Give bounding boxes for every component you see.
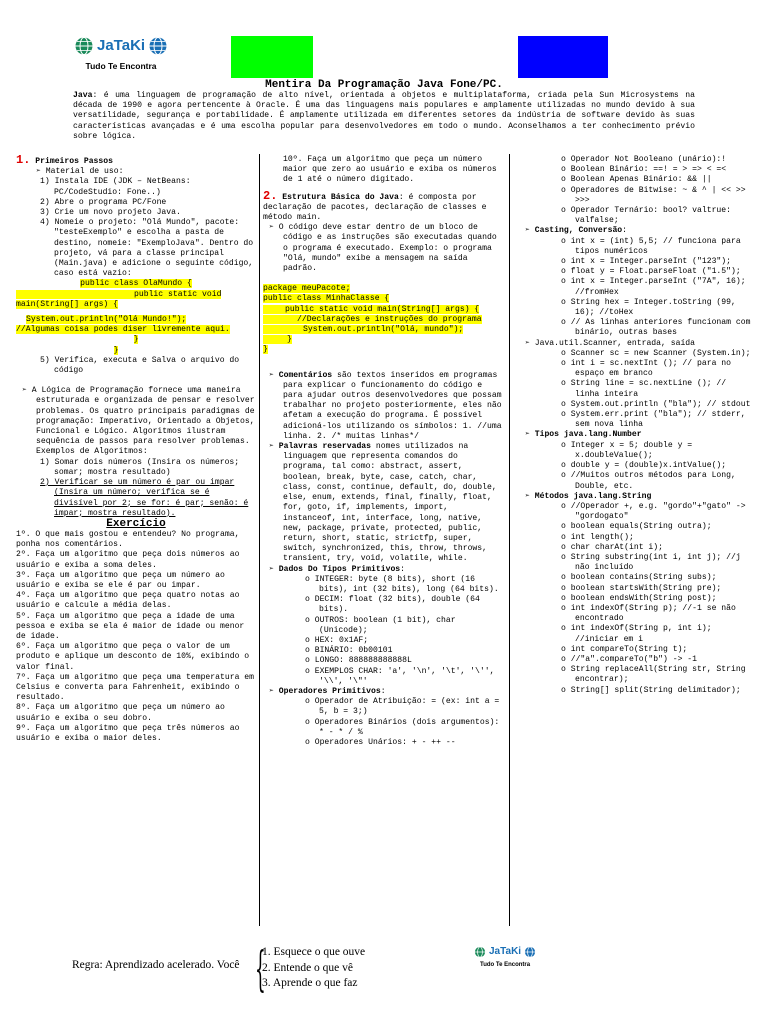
operator-item: o Operadores Binários (dois argumentos): * - * / % — [305, 717, 500, 737]
column-divider — [509, 154, 510, 926]
operator-item: o Operador Not Booleano (unário):! — [561, 155, 727, 164]
casting-item: o int x = (int) 5,5; // funciona para tipos numéricos — [561, 236, 741, 256]
brand-name: JaTaKi — [97, 36, 146, 54]
scanner-item: o String line = sc.nextLine (); // linha inteira — [561, 379, 727, 399]
scanner-item: o Scanner sc = new Scanner (System.in); — [561, 348, 751, 358]
string-item: o char charAt(int i); — [561, 542, 664, 552]
comments-paragraph: ➢ Comentários são textos inseridos em programas para explicar o funcionamento do código e para ajudar outros desenvolvedores que possam trabalhar no projeto posteriormente, eles não afetam a execução do programa. É possível adicioná-los utilizando os símbolos: 1. //uma linha. 2. /* muitas linhas*/ — [269, 370, 502, 441]
green-block — [231, 36, 313, 78]
string-item: o int indexOf(String p, int i); //iniciar em i — [561, 624, 712, 644]
exercise-item: 10º. Faça um algoritmo que peça um número maior que zero ao usuário e exiba os números de 1 até o número digitado. — [283, 155, 497, 185]
number-item: o double y = (double)x.intValue(); — [561, 461, 727, 471]
casting-item: o int x = Integer.parseInt ("7A", 16); //fromHex — [561, 277, 746, 297]
step-item: 2) Abre o programa PC/Fone — [40, 197, 167, 207]
intro-paragraph: Java: é uma linguagem de programação de alto nível, orientada a objetos e multiplataforma, criada pela Sun Microsystems na década de 1990 e agora pertencente à Oracle. É uma das linguagens mais populares e amplamente utilizadas no mundo devido à sua versatilidade, segurança e portabilidade. É amplamente utilizada em diferentes setores da indústria de software devido às suas características avançadas e é uma escolha popular para desenvolvedores em todo o mundo. Aconselhamos a ter conhecimento prévio sobre lógica. — [73, 91, 695, 141]
code-line: } — [263, 345, 268, 355]
casting-item: o // As linhas anteriores funcionam com binário, outras bases — [561, 318, 751, 338]
brand-logo-footer — [474, 946, 536, 970]
string-item: o String replaceAll(String str, String encontrar); — [561, 665, 746, 685]
operators-heading: ➢ Operadores Primitivos: — [269, 686, 386, 696]
code-line: System.out.println("Olá Mundo!"); — [26, 315, 187, 325]
scanner-item: o int i = sc.nextInt (); // para no espaço em branco — [561, 359, 732, 379]
primitive-types-heading: ➢ Dados Do Tipos Primitivos: — [269, 564, 406, 574]
rule-item: 1. Esquece o que ouve — [262, 946, 366, 958]
string-heading: ➢ Métodos java.lang.String — [525, 491, 652, 501]
casting-item: o float y = Float.parseFloat ("1.5"); — [561, 267, 741, 277]
scanner-heading: ➢ Java.util.Scanner, entrada, saída — [525, 338, 696, 348]
code-line: package meuPacote; — [263, 284, 351, 294]
code-line: public class OlaMundo { — [80, 279, 192, 289]
exercise-item: 6º. Faça um algoritmo que peça o valor de um produto e aplique um desconto de 10%, exibindo o valor final. — [16, 642, 250, 672]
rule-label: Regra: Aprendizado acelerado. Você — [72, 959, 240, 971]
column-3 — [519, 155, 753, 925]
reserved-words-paragraph: ➢ Palavras reservadas nomes utilizados na linguagem que representa comandos do programa, tal como: abstract, assert, boolean, break, byte, case, catch, char, class, const, continue, default, do, double, else, enum, extends, final, finally, float, for, goto, if, implements, import, instanceof, int, interface, long, native, new, package, private, protected, public, return, short, static, strictfp, super, switch, synchronized, this, throw, throws, transient, try, void, volatile, while. — [269, 442, 497, 564]
operator-item: o Boolean Apenas Binário: && || — [561, 175, 712, 185]
primitive-type-item: o OUTROS: boolean (1 bit), char (Unicode); — [305, 615, 456, 635]
rule-item: 3. Aprende o que faz — [262, 977, 358, 989]
blue-block — [518, 36, 608, 78]
string-item: o int length(); — [561, 532, 634, 542]
section-2-heading: 2. Estrutura Básica do Java: é composta por declaração de pacotes, declaração de classes e método main. — [263, 188, 487, 223]
rule-brace: { — [255, 941, 266, 997]
code-line: public class MinhaClasse { — [263, 294, 390, 304]
primitive-type-item: o LONGO: 888888888888L — [305, 656, 412, 666]
number-item: o Integer x = 5; double y = x.doubleValue(); — [561, 440, 693, 460]
rule-list — [262, 945, 365, 992]
globe-icon — [474, 946, 486, 958]
primitive-type-item: o INTEGER: byte (8 bits), short (16 bits), int (32 bits), long (64 bits). — [305, 574, 499, 594]
code-line: } — [113, 345, 119, 355]
code-line: //Declarações e instruções do programa — [263, 315, 482, 324]
string-item: o String substring(int i, int j); //j não incluído — [561, 552, 741, 573]
operator-item: o Operador de Atribuição: = (ex: int a = 5, b = 3;) — [305, 697, 500, 717]
code-line: System.out.println("Olá, mundo"); — [263, 325, 463, 334]
brand-logo — [74, 36, 168, 71]
string-item: o int indexOf(String p); //-1 se não encontrado — [561, 603, 736, 624]
casting-heading: ➢ Casting, Conversão: — [525, 226, 628, 236]
string-item: o //"a".compareTo("b") -> -1 — [561, 654, 698, 664]
globe-icon — [74, 36, 94, 56]
scanner-item: o System.out.println ("bla"); // stdout — [561, 399, 751, 409]
page-title: Mentira Da Programação Java Fone/PC. — [265, 79, 503, 91]
code-line: } — [133, 335, 139, 345]
string-item: o boolean equals(String outra); — [561, 522, 712, 532]
string-item: o boolean startsWith(String pre); — [561, 583, 722, 593]
code-line: //Algumas coisa podes diser livremente aqui. — [16, 325, 230, 335]
material-bullet: ➢ Material de uso: — [36, 167, 124, 177]
brand-tagline: Tudo Te Encontra — [85, 61, 157, 71]
code-line: public static void main(String[] args) { — [263, 305, 479, 314]
primitive-type-item: o HEX: 0x1AF; — [305, 635, 369, 645]
operator-item: o Boolean Binário: ==! = > => < =< — [561, 165, 727, 175]
scanner-item: o System.err.print ("bla"); // stderr, sem nova linha — [561, 410, 746, 430]
exercise-item: 1º. O que mais gostou e entendeu? No programa, ponha nos comentários. — [16, 529, 240, 550]
exercise-heading: Exercício — [106, 517, 166, 530]
logic-paragraph: ➢ A Lógica de Programação fornece uma maneira estruturada e organizada de pensar e resolver problemas. Os quatro principais paradigmas de programação: Imperativo, Orientado a Objetos, Funcional e Lógico. Algoritmos ilustram sequência de passos para resolver problemas. Exemplos de Algoritmos: — [22, 386, 255, 457]
step-item: 1) Instala IDE (JDK – NetBeans: PC/CodeStudio: Fone..) — [40, 177, 191, 197]
brand-tagline: Tudo Te Encontra — [479, 962, 531, 968]
exercise-item: 5º. Faça um algoritmo que peça a idade de uma pessoa e exiba se ela é maior de idade ou menor de idade. — [16, 611, 245, 641]
primitive-type-item: o DECIM: float (32 bits), double (64 bits). — [305, 595, 480, 615]
exercise-item: 2º. Faça um algoritmo que peça dois números ao usuário e exiba a soma deles. — [16, 550, 240, 570]
string-item: o String[] split(String delimitador); — [561, 685, 741, 695]
brand-name: JaTaKi — [489, 945, 522, 957]
number-heading: ➢ Tipos java.lang.Number — [525, 430, 642, 440]
algorithm-example: 1) Somar dois números (Insira os números; somar; mostra resultado) — [40, 457, 240, 477]
code-line: } — [263, 335, 292, 344]
globe-icon — [524, 946, 536, 958]
code-block-hello — [16, 279, 256, 355]
casting-item: o int x = Integer.parseInt ("123"); — [561, 257, 732, 267]
string-item: o //Operador +, e.g. "gordo"+"gato" -> "gordogato" — [561, 501, 746, 522]
string-item: o boolean contains(String subs); — [561, 573, 717, 583]
algorithm-example: 2) Verificar se um número é par ou impar (Insira um número; verifica se é divisível por 2; se for: é par; senão: é impar; mostra resultado). — [40, 478, 249, 518]
exercise-item: 9º. Faça um algoritmo que peça três números ao usuário e exiba o maior deles. — [16, 723, 240, 743]
casting-item: o String hex = Integer.toString (99, 16); //toHex — [561, 297, 736, 318]
primitive-type-item: o EXEMPLOS CHAR: 'a', '\n', '\t', '\'', '\\', '\"' — [305, 666, 495, 686]
operator-item: o Operadores de Bitwise: ~ & ^ | << >> >>> — [561, 185, 746, 205]
globe-icon — [148, 36, 168, 56]
column-1 — [16, 155, 256, 925]
column-2 — [263, 155, 506, 925]
operator-item: o Operadores Unários: + - ++ -- — [305, 737, 456, 747]
string-item: o boolean endsWith(String post); — [561, 593, 717, 603]
exercise-item: 8º. Faça um algoritmo que peça um número ao usuário e exiba o seu dobro. — [16, 703, 225, 723]
number-item: o //Muitos outros métodos para Long, Double, etc. — [561, 471, 736, 491]
structure-bullet: ➢ O código deve estar dentro de um bloco de código e as instruções são executadas quando o programa é executado. Exemplo: o programa "Olá, mundo" exibe a mensagem na saída padrão. — [269, 223, 497, 274]
exercise-item: 7º. Faça um algoritmo que peça uma temperatura em Celsius e converta para Fahrenheit, exibindo o resultado. — [16, 672, 254, 703]
section-1-heading: 1. Primeiros Passos — [16, 155, 113, 167]
step-item: 4) Nomeie o projeto: "Olá Mundo", pacote: "testeExemplo" e escolha a pasta de destino, nomeie: "ExemploJava". Dentro do projeto, vá para a classe principal (Main.java) e adicione o seguinte código, caso está vazio: — [40, 218, 254, 279]
step-item: 5) Verifica, executa e Salva o arquivo do código — [40, 355, 240, 376]
rule-item: 2. Entende o que vê — [262, 961, 354, 974]
operator-item: o Operador Ternário: bool? valtrue: valfalse; — [561, 206, 732, 226]
exercise-item: 4º. Faça um algoritmo que peça quatro notas ao usuário e calcule a média delas. — [16, 591, 240, 611]
exercise-item: 3º. Faça um algoritmo que peça um número ao usuário e exiba se ele é par ou impar. — [16, 570, 225, 590]
code-block-structure — [263, 284, 506, 355]
step-item: 3) Crie um novo projeto Java. — [40, 208, 181, 218]
primitive-type-item: o BINÁRIO: 0b00101 — [305, 646, 393, 656]
code-line: public static void main(String[] args) { — [16, 289, 222, 309]
column-divider — [259, 154, 260, 926]
string-item: o int compareTo(String t); — [561, 644, 688, 654]
